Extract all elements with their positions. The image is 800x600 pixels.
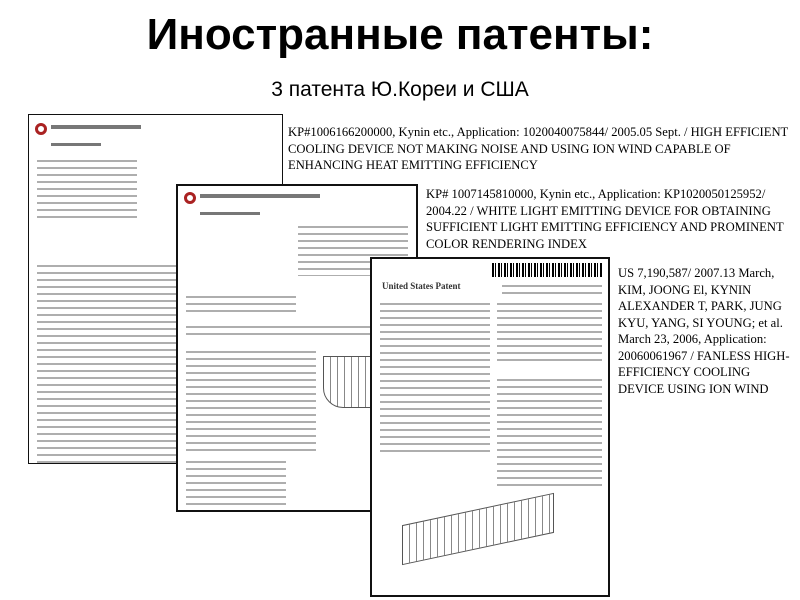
slide-title: Иностранные патенты: [146, 10, 654, 59]
slide-subtitle: 3 патента Ю.Кореи и США [271, 78, 529, 101]
patent-office-logo-icon [184, 192, 196, 204]
patent-description-1: KP#1006166200000, Kynin etc., Application: 1020040075844/ 2005.05 Sept. / HIGH EFFICIENT COOLING DEVICE NOT MAKING NOISE AND USING ION WIND CAPABLE OF ENHANCING HEAT EMITTING EFFICIENCY [288, 125, 789, 172]
us-patent-header: United States Patent [382, 281, 461, 291]
patent-office-logo-icon [35, 123, 47, 135]
patent-description-3: US 7,190,587/ 2007.13 March, KIM, JOONG El, KYNIN ALEXANDER T, PARK, JUNG KYU, YANG, SI YOUNG; et al. March 23, 2006, Application: 20060061967 / FANLESS HIGH-EFFICIENCY COOLING DEVICE USING ION WIND [618, 266, 790, 396]
patent-image-us [370, 257, 610, 597]
barcode [492, 263, 602, 277]
patent-description-2: KP# 1007145810000, Kynin etc., Application: KP1020050125952/ 2004.22 / WHITE LIGHT EMITTING DEVICE FOR OBTAINING SUFFICIENT LIGHT EMITTING EFFICIENCY AND PROMINENT COLOR RENDERING INDEX [426, 187, 784, 251]
patent-drawing [402, 493, 554, 565]
